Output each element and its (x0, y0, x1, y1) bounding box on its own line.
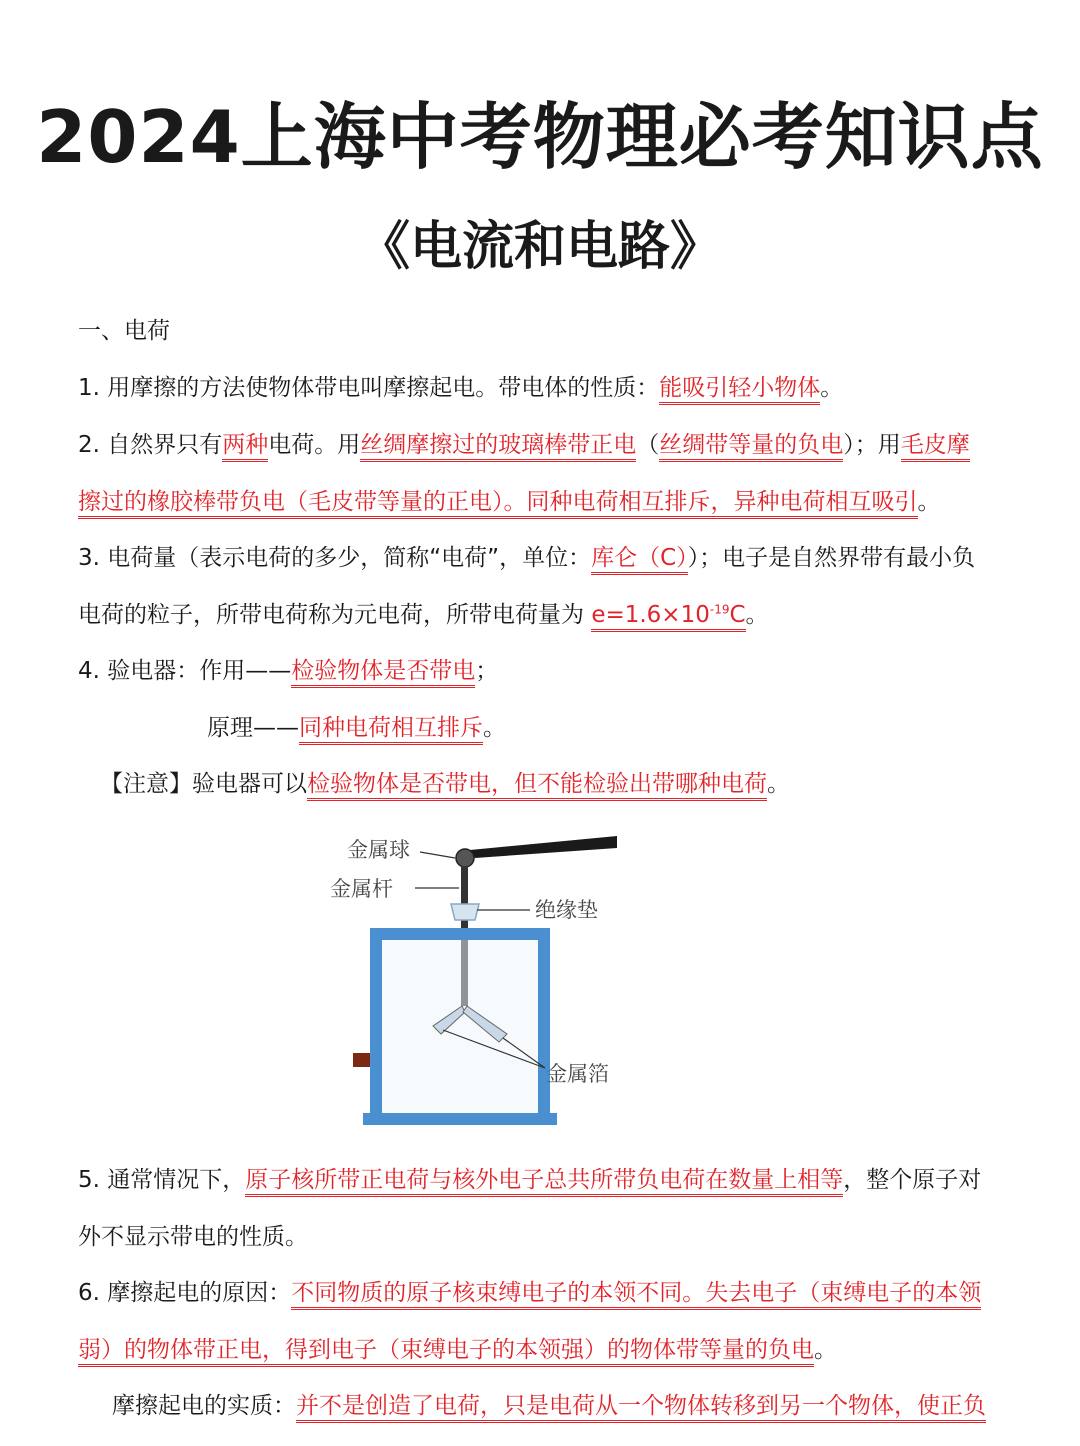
page-title: 2024上海中考物理必考知识点 (36, 95, 1044, 179)
note-end: 。 (767, 771, 790, 797)
frame-left (370, 928, 382, 1118)
item-7-text-a: 摩擦起电的实质： (112, 1393, 296, 1419)
item-6-line-1 (78, 1276, 981, 1310)
item-7-highlight: 并不是创造了电荷，只是电荷从一个物体转移到另一个物体，使正负 (296, 1393, 986, 1423)
label-ball: 金属球 (347, 838, 410, 862)
item-5-text-a: 5. 通常情况下， (78, 1167, 246, 1193)
section-heading: 一、电荷 (78, 318, 170, 344)
item-2-highlight-h: 毛皮摩 (901, 432, 970, 462)
item-1-end: 。 (820, 375, 844, 401)
frame-base (363, 1113, 557, 1125)
item-5-text-c: ，整个原子对 (843, 1167, 982, 1193)
item-2-line-2 (78, 485, 941, 519)
note-text-a: 【注意】验电器可以 (100, 771, 307, 797)
electroscope-diagram (325, 828, 625, 1143)
insulating-pad (451, 904, 479, 920)
item-3-end: 。 (745, 602, 769, 628)
item-2-text-a: 2. 自然界只有 (78, 432, 223, 458)
item-3-formula-base: e=1.6×10 (591, 602, 710, 628)
item-6-line-2 (78, 1333, 837, 1367)
label-rod: 金属杆 (330, 877, 393, 901)
item-2-text-c: 电荷。用 (268, 432, 361, 458)
frame-glass (382, 940, 538, 1113)
item-2-line-1 (78, 428, 970, 462)
item-2-text-g: ）；用 (843, 432, 901, 458)
page-subtitle: 《电流和电路》 (357, 217, 722, 277)
label-pad: 绝缘垫 (535, 898, 598, 922)
item-3-formula (591, 602, 745, 632)
item-4-highlight-e: 同种电荷相互排斥 (299, 715, 483, 745)
side-terminal (353, 1053, 370, 1067)
touching-rod (470, 836, 617, 858)
item-5-line-2: 外不显示带电的性质。 (78, 1224, 308, 1250)
item-1-text: 1. 用摩擦的方法使物体带电叫摩擦起电。带电体的性质： (78, 375, 660, 401)
note (100, 767, 790, 801)
item-3-highlight-b: 库仑（C） (591, 545, 688, 575)
note-highlight: 检验物体是否带电，但不能检验出带哪种电荷 (307, 771, 767, 801)
frame-right (538, 928, 550, 1118)
item-3-formula-exp: -19 (709, 602, 730, 617)
item-3-text-c: ）；电子是自然界带有最小负 (687, 545, 976, 571)
item-5-line-1 (78, 1163, 981, 1197)
item-3-text-d: 电荷的粒子，所带电荷称为元电荷，所带电荷量为 (78, 602, 592, 628)
item-7-line-1 (112, 1389, 986, 1423)
item-3-text-a: 3. 电荷量（表示电荷的多少，简称“电荷”，单位： (78, 545, 592, 571)
item-2-highlight-f: 丝绸带等量的负电 (659, 432, 843, 462)
item-3-formula-unit: C (729, 602, 746, 628)
item-3-line-2 (78, 598, 769, 632)
label-foil: 金属箔 (546, 1062, 609, 1086)
item-1 (78, 371, 843, 405)
item-4-end: 。 (483, 715, 506, 741)
item-3-line-1 (78, 541, 975, 575)
item-6-highlight-c: 弱）的物体带正电，得到电子（束缚电子的本领强）的物体带等量的负电 (78, 1337, 814, 1367)
item-1-highlight: 能吸引轻小物体 (659, 375, 820, 405)
item-4-text-d: 原理—— (207, 715, 299, 741)
item-2-highlight-b: 两种 (222, 432, 268, 462)
item-5-highlight: 原子核所带正电荷与核外电子总共所带负电荷在数量上相等 (245, 1167, 843, 1197)
item-4-text-c: ； (475, 658, 499, 684)
item-4-highlight-b: 检验物体是否带电 (291, 658, 475, 688)
leader-ball (420, 852, 455, 858)
frame-top (370, 928, 550, 940)
item-2-end: 。 (917, 489, 941, 515)
item-4-text-a: 4. 验电器：作用—— (78, 658, 292, 684)
item-6-text-a: 6. 摩擦起电的原因： (78, 1280, 292, 1306)
item-4-line-2 (207, 711, 506, 745)
item-2-highlight-d: 丝绸摩擦过的玻璃棒带正电 (360, 432, 636, 462)
item-4-line-1 (78, 654, 498, 688)
item-2-text-e: （ (636, 432, 660, 458)
item-2-highlight-i: 擦过的橡胶棒带负电（毛皮带等量的正电）。同种电荷相互排斥，异种电荷相互吸引 (78, 489, 918, 519)
item-6-end: 。 (814, 1337, 837, 1363)
metal-ball (456, 849, 474, 867)
item-6-highlight-b: 不同物质的原子核束缚电子的本领不同。失去电子（束缚电子的本领 (291, 1280, 981, 1310)
